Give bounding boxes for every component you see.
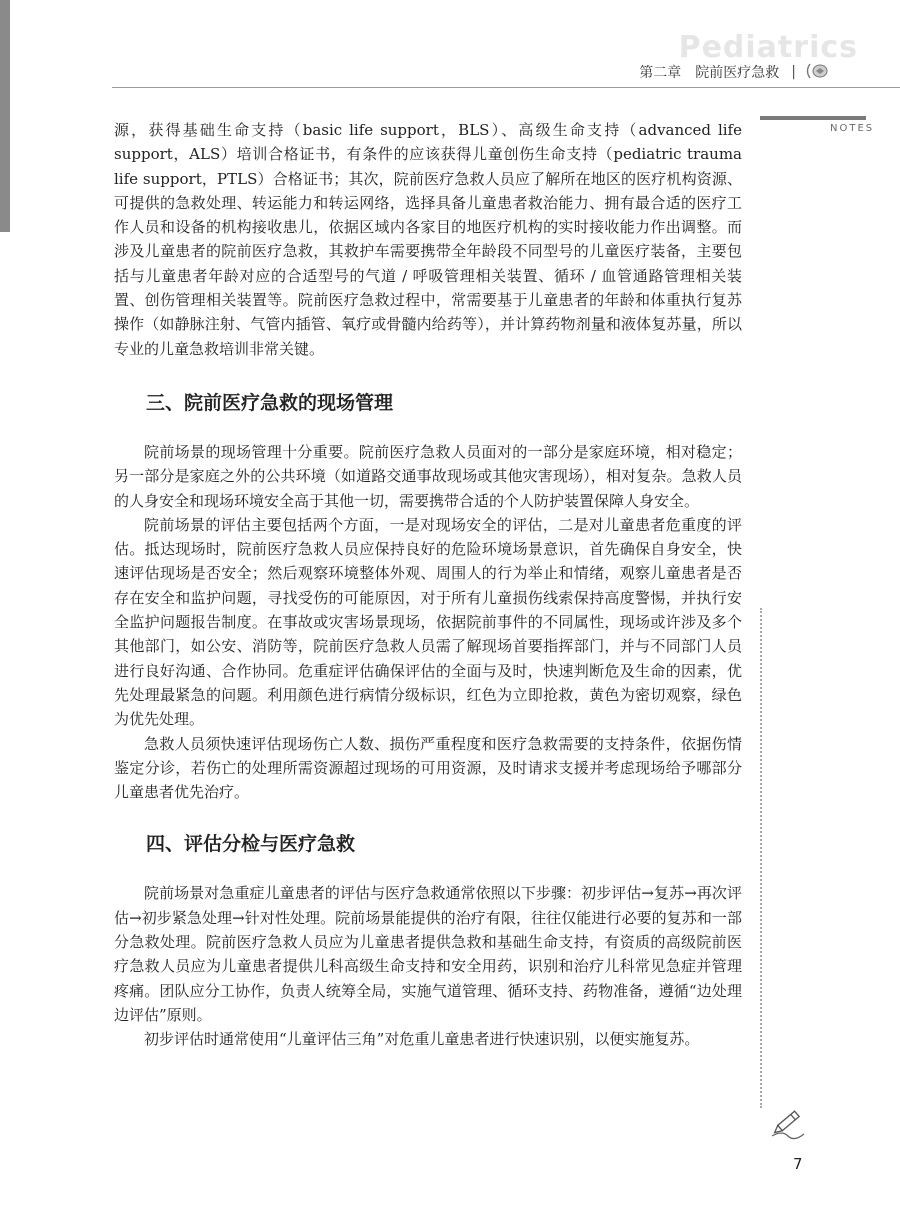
notes-dotted-line <box>760 608 762 1108</box>
pencil-icon <box>768 1102 808 1142</box>
intro-paragraph: 源，获得基础生命支持（basic life support，BLS）、高级生命支持（advanced life support，ALS）培训合格证书，有条件的应该获得儿童创伤生命支持（pediatric trauma life support，PTLS）合格证书；其次，院前医疗急救人员应了解所在地区的医疗机构资源、可提供的急救处理、转运能力和转运网络，选择具备儿童患者救治能力、拥有最合适的医疗工作人员和设备的机构接收患儿，依据区域内各家目的地医疗机构的实时接收能力作出调整。而涉及儿童患者的院前医疗急救，其救护车需要携带全年龄段不同型号的儿童医疗装备，主要包括与儿童患者年龄对应的合适型号的气道 / 呼吸管理相关装置、循环 / 血管通路管理相关装置、创伤管理相关装置等。院前医疗急救过程中，常需要基于儿童患者的年龄和体重执行复苏操作（如静脉注射、气管内插管、氧疗或骨髓内给药等），并计算药物剂量和液体复苏量，所以专业的儿童急救培训非常关键。 <box>114 121 742 358</box>
chapter-badge-icon <box>804 62 832 80</box>
page-number: 7 <box>793 1155 803 1173</box>
section3-paragraph-3: 急救人员须快速评估现场伤亡人数、损伤严重程度和医疗急救需要的支持条件，依据伤情鉴定分诊，若伤亡的处理所需资源超过现场的可用资源，及时请求支援并考虑现场给予哪部分儿童患者优先治疗。 <box>114 734 742 802</box>
page-body <box>114 118 742 1052</box>
section-heading-3: 三、院前医疗急救的现场管理 <box>146 391 394 414</box>
section4-paragraph-1: 院前场景对急重症儿童患者的评估与医疗急救通常依照以下步骤：初步评估→复苏→再次评估→初步紧急处理→针对性处理。院前场景能提供的治疗有限，往往仅能进行必要的复苏和一部分急救处理。院前医疗急救人员应为儿童患者提供急救和基础生命支持，有资质的高级院前医疗急救人员应为儿童患者提供儿科高级生命支持和安全用药，识别和治疗儿科常见急症并管理疼痛。团队应分工协作，负责人统筹全局，实施气道管理、循环支持、药物准备，遵循“边处理边评估”原则。 <box>114 884 742 1024</box>
header-separator: | <box>791 64 796 80</box>
running-header <box>639 62 796 82</box>
chapter-title: 院前医疗急救 <box>695 65 780 81</box>
left-edge-bar <box>0 0 10 232</box>
notes-rule <box>760 116 866 120</box>
notes-label: NOTES <box>830 123 875 134</box>
section3-paragraph-2: 院前场景的评估主要包括两个方面，一是对现场安全的评估，二是对儿童患者危重度的评估。抵达现场时，院前医疗急救人员应保持良好的危险环境场景意识，首先确保自身安全，快速评估现场是否安全；然后观察环境整体外观、周围人的行为举止和情绪，观察儿童患者是否存在安全和监护问题，寻找受伤的可能原因，对于所有儿童损伤线索保持高度警惕，并执行安全监护问题报告制度。在事故或灾害场景现场，依据院前事件的不同属性，现场或许涉及多个其他部门，如公安、消防等，院前医疗急救人员需了解现场首要指挥部门，并与不同部门人员进行良好沟通、合作协同。危重症评估确保评估的全面与及时，快速判断危及生命的因素，优先处理最紧急的问题。利用颜色进行病情分级标识，红色为立即抢救，黄色为密切观察，绿色为优先处理。 <box>114 515 742 729</box>
section-heading-4: 四、评估分检与医疗急救 <box>146 833 356 856</box>
pediatrics-watermark: Pediatrics <box>678 30 858 65</box>
section4-paragraph-2: 初步评估时通常使用“儿童评估三角”对危重儿童患者进行快速识别，以便实施复苏。 <box>144 1030 700 1049</box>
chapter-number: 第二章 <box>639 65 682 81</box>
section3-paragraph-1: 院前场景的现场管理十分重要。院前医疗急救人员面对的一部分是家庭环境，相对稳定；另一部分是家庭之外的公共环境（如道路交通事故现场或其他灾害现场），相对复杂。急救人员的人身安全和现场环境安全高于其他一切，需要携带合适的个人防护装置保障人身安全。 <box>114 442 742 510</box>
header-rule <box>112 87 900 88</box>
